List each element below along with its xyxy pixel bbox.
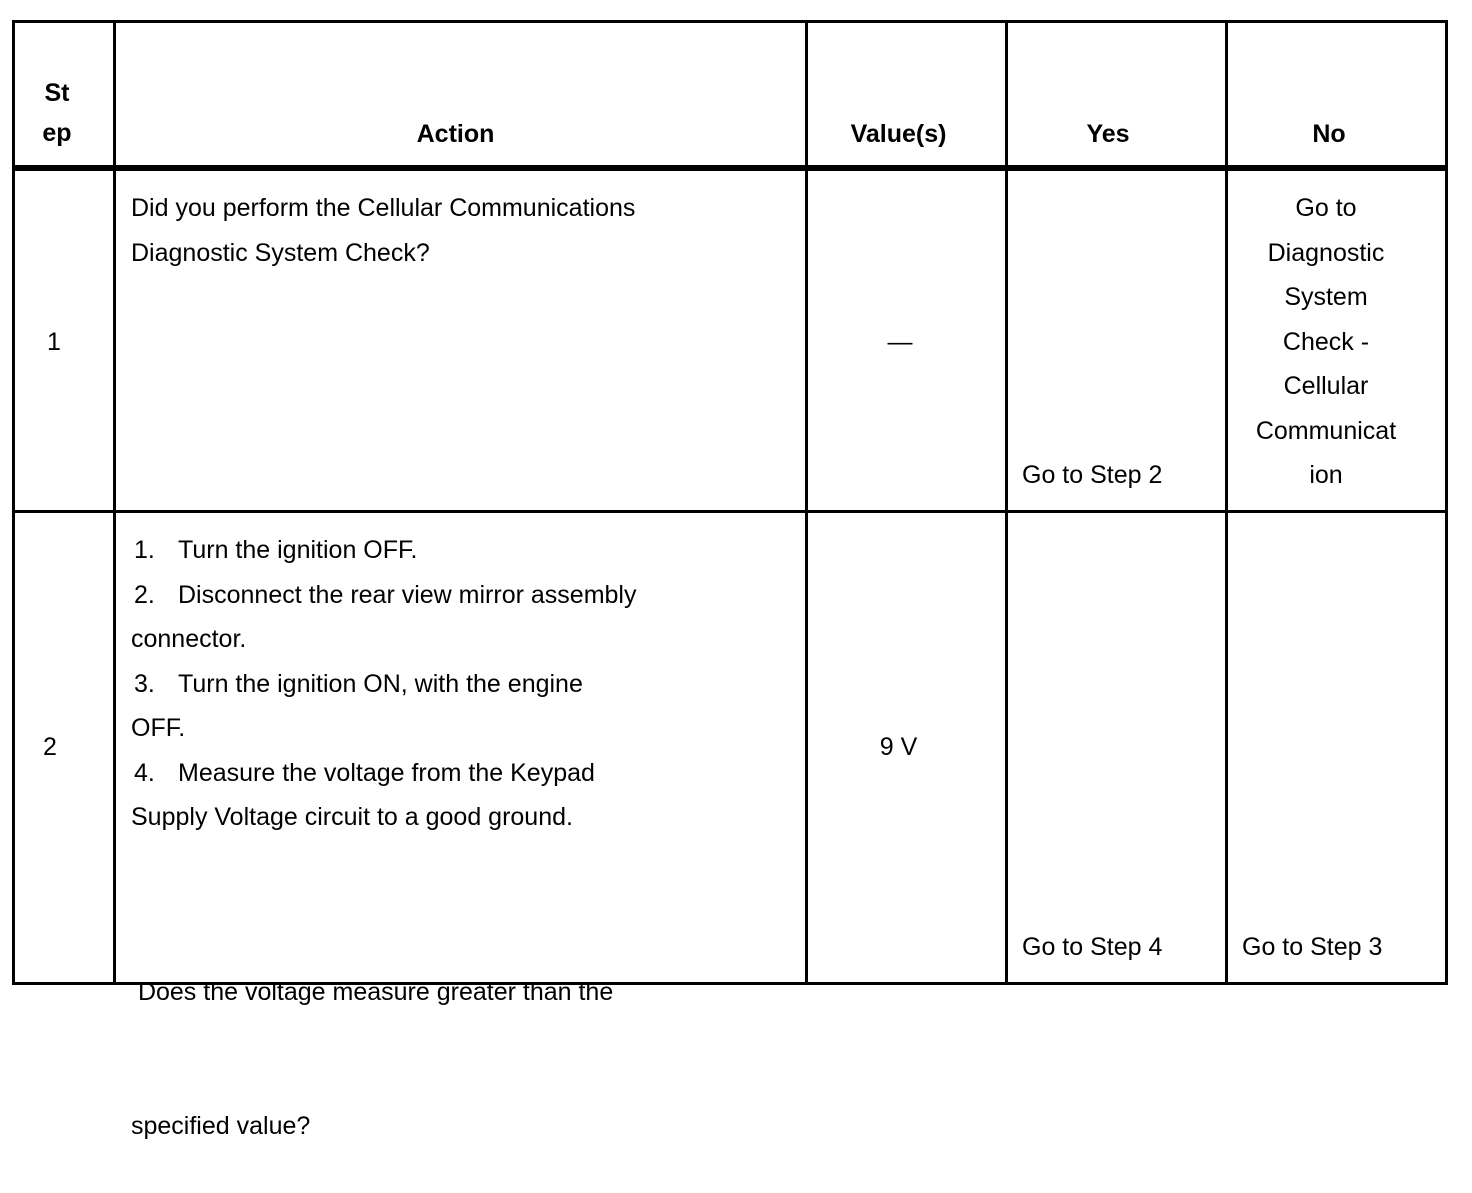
column-divider-action	[805, 20, 808, 985]
column-divider-values	[1005, 20, 1008, 985]
action-step-text: Measure the voltage from the Keypad	[178, 758, 595, 787]
row-1-value: —	[887, 328, 913, 356]
row-1-no-line-4: Check -	[1282, 327, 1370, 356]
action-step-item	[131, 528, 636, 573]
header-step-line-2: ep	[42, 119, 72, 147]
row-2-question-line-1: Does the voltage measure greater than the	[131, 978, 614, 1006]
action-step-continuation: Supply Voltage circuit to a good ground.	[131, 803, 573, 831]
action-step-number: 4.	[134, 758, 155, 787]
table-border-right	[1445, 20, 1448, 985]
action-step-text: Turn the ignition ON, with the engine	[178, 669, 583, 698]
column-divider-yes	[1225, 20, 1228, 985]
action-step-number: 3.	[134, 669, 155, 698]
action-step-text: Turn the ignition OFF.	[178, 536, 418, 564]
header-values: Value(s)	[850, 120, 947, 148]
action-step-number: 2.	[134, 580, 155, 609]
table-border-top	[12, 20, 1448, 23]
row-1-no-line-7: ion	[1309, 461, 1343, 489]
row-separator	[12, 510, 1448, 513]
row-1-no-line-6: Communicat	[1255, 416, 1397, 445]
action-step-continuation: OFF.	[131, 714, 186, 742]
action-step-item	[131, 751, 636, 796]
header-step-line-1: St	[44, 79, 70, 107]
table-border-left	[12, 20, 15, 985]
row-1-step: 1	[47, 328, 61, 356]
row-1-action-line-1: Did you perform the Cellular Communications	[131, 194, 636, 222]
header-yes: Yes	[1086, 120, 1130, 148]
row-2-step: 2	[43, 733, 57, 761]
row-2-question	[131, 881, 613, 1193]
row-1-no-line-5: Cellular	[1283, 372, 1369, 400]
row-1-action-line-2: Diagnostic System Check?	[131, 238, 430, 267]
row-2-yes: Go to Step 4	[1022, 933, 1163, 961]
row-2-value: 9 V	[879, 733, 918, 761]
action-step-text: Disconnect the rear view mirror assembly	[178, 580, 637, 609]
row-2-question-line-2: specified value?	[131, 1111, 311, 1140]
row-1-no-line-1: Go to	[1295, 194, 1357, 222]
row-1-action	[131, 186, 635, 275]
action-step-number: 1.	[134, 536, 155, 564]
header-step	[15, 73, 99, 153]
row-1-no-line-3: System	[1284, 283, 1368, 311]
column-divider-step	[113, 20, 116, 985]
header-separator	[12, 165, 1448, 171]
action-step-item	[131, 573, 636, 618]
row-2-action	[131, 528, 636, 840]
row-2-no: Go to Step 3	[1242, 933, 1383, 961]
action-step-continuation: connector.	[131, 625, 247, 653]
header-action: Action	[416, 120, 495, 148]
row-1-yes: Go to Step 2	[1022, 461, 1163, 489]
action-step-item	[131, 662, 636, 707]
row-1-no	[1228, 186, 1424, 498]
row-1-no-line-2: Diagnostic	[1267, 238, 1385, 267]
header-no: No	[1312, 120, 1346, 148]
